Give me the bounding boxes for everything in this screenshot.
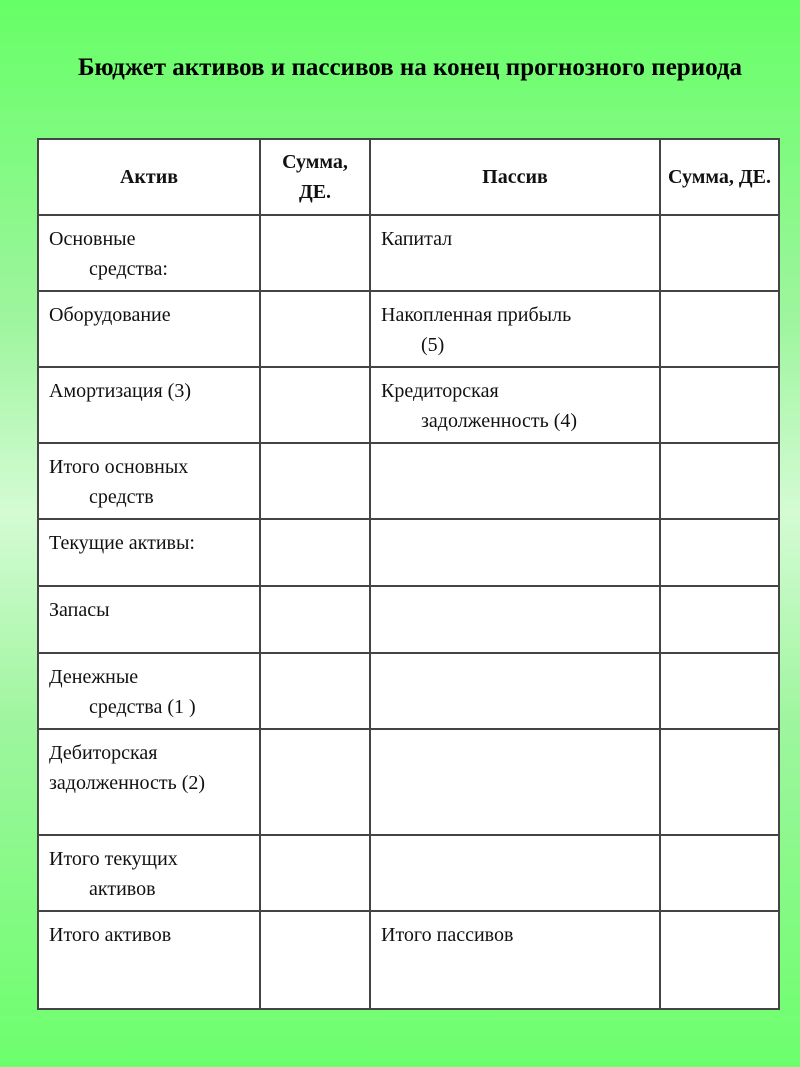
asset-cell-line: Оборудование — [49, 304, 171, 326]
header-row — [38, 139, 779, 215]
asset-cell-line: Запасы — [49, 599, 110, 621]
asset-cell-line: средства: — [89, 258, 168, 280]
budget-table — [37, 138, 780, 1010]
liability-sum-cell — [660, 215, 779, 291]
asset-sum-cell — [260, 215, 370, 291]
asset-cell-line: средств — [89, 486, 154, 508]
table-row — [38, 729, 779, 835]
asset-cell — [38, 586, 260, 653]
asset-cell-line: активов — [89, 878, 156, 900]
liability-cell — [370, 367, 660, 443]
liability-cell-line: (5) — [421, 334, 445, 356]
liability-cell — [370, 653, 660, 729]
asset-sum-cell — [260, 653, 370, 729]
asset-cell-line: Итого основных — [49, 456, 189, 478]
liability-cell-line: Итого пассивов — [381, 924, 514, 946]
asset-cell — [38, 519, 260, 586]
liability-sum-cell — [660, 291, 779, 367]
asset-cell-line: Дебиторская задолженность (2) — [49, 742, 206, 794]
asset-cell — [38, 443, 260, 519]
liability-cell — [370, 586, 660, 653]
liability-sum-cell — [660, 911, 779, 1009]
header-liability-sum: Сумма, ДЕ. — [660, 139, 779, 215]
asset-sum-cell — [260, 911, 370, 1009]
table-row — [38, 653, 779, 729]
liability-cell-line: Накопленная прибыль — [381, 304, 572, 326]
asset-cell-line: Денежные — [49, 666, 139, 688]
asset-cell — [38, 367, 260, 443]
asset-cell — [38, 911, 260, 1009]
asset-cell-line: средства (1 ) — [89, 696, 196, 718]
asset-cell-line: Основные — [49, 228, 136, 250]
asset-sum-cell — [260, 443, 370, 519]
liability-cell — [370, 443, 660, 519]
liability-sum-cell — [660, 729, 779, 835]
header-asset: Актив — [38, 139, 260, 215]
liability-sum-cell — [660, 367, 779, 443]
asset-sum-cell — [260, 729, 370, 835]
asset-cell — [38, 653, 260, 729]
liability-cell — [370, 519, 660, 586]
table-row — [38, 519, 779, 586]
liability-cell-line: Капитал — [381, 228, 453, 250]
header-liability: Пассив — [370, 139, 660, 215]
asset-cell-line: Итого активов — [49, 924, 172, 946]
header-asset-sum: Сумма, ДЕ. — [260, 139, 370, 215]
page-title: Бюджет активов и пассивов на конец прогнозного периода — [77, 54, 743, 81]
asset-cell — [38, 729, 260, 835]
asset-sum-cell — [260, 835, 370, 911]
table-row — [38, 291, 779, 367]
table-row — [38, 367, 779, 443]
asset-cell-line: Текущие активы: — [49, 532, 195, 554]
asset-cell-line: Амортизация (3) — [49, 380, 191, 402]
liability-sum-cell — [660, 653, 779, 729]
table-row — [38, 215, 779, 291]
table-row — [38, 586, 779, 653]
table-row — [38, 443, 779, 519]
table-row — [38, 911, 779, 1009]
asset-sum-cell — [260, 586, 370, 653]
asset-sum-cell — [260, 291, 370, 367]
asset-cell — [38, 291, 260, 367]
liability-cell — [370, 215, 660, 291]
asset-cell-line: Итого текущих — [49, 848, 178, 870]
liability-cell-line: Кредиторская — [381, 380, 499, 402]
asset-sum-cell — [260, 367, 370, 443]
liability-sum-cell — [660, 835, 779, 911]
liability-cell-line: задолженность (4) — [421, 410, 578, 432]
liability-cell — [370, 911, 660, 1009]
table-row — [38, 835, 779, 911]
liability-cell — [370, 729, 660, 835]
liability-cell — [370, 835, 660, 911]
liability-cell — [370, 291, 660, 367]
asset-sum-cell — [260, 519, 370, 586]
asset-cell — [38, 215, 260, 291]
liability-sum-cell — [660, 586, 779, 653]
liability-sum-cell — [660, 443, 779, 519]
liability-sum-cell — [660, 519, 779, 586]
asset-cell — [38, 835, 260, 911]
